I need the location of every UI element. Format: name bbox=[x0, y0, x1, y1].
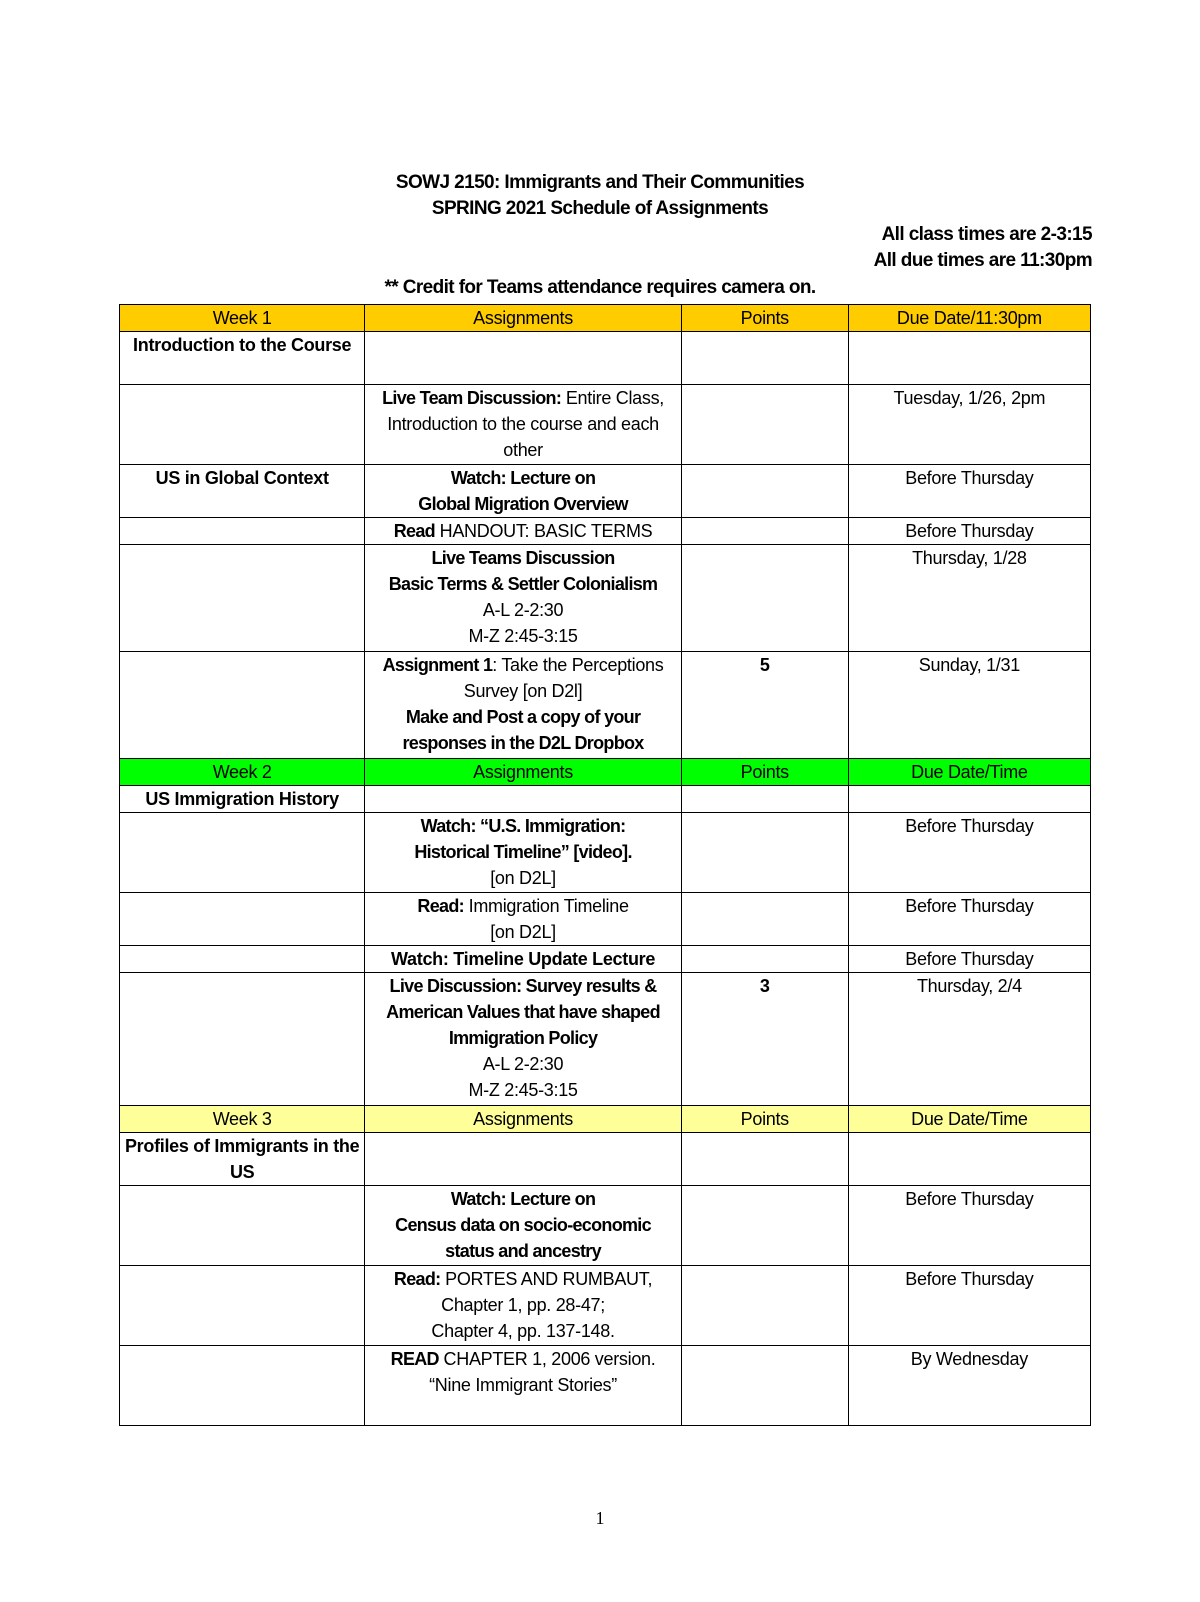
empty-cell bbox=[120, 893, 365, 946]
empty-cell bbox=[120, 385, 365, 465]
table-row bbox=[120, 946, 1091, 973]
empty-cell bbox=[120, 946, 365, 973]
assignments-header: Assignments bbox=[365, 759, 682, 786]
week-label: Week 2 bbox=[120, 759, 365, 786]
assignment-cell bbox=[365, 518, 682, 545]
points-header: Points bbox=[681, 305, 848, 332]
assignment-text: Basic Terms & Settler Colonialism bbox=[388, 574, 658, 594]
points-cell: 5 bbox=[681, 652, 848, 759]
empty-cell bbox=[120, 973, 365, 1106]
camera-note: ** Credit for Teams attendance requires camera on. bbox=[384, 277, 816, 298]
week-header-row bbox=[120, 305, 1091, 332]
course-title: SOWJ 2150: Immigrants and Their Communities bbox=[395, 172, 805, 193]
empty-cell bbox=[365, 786, 682, 813]
document-title-block bbox=[0, 170, 1200, 222]
due-times-note: All due times are 11:30pm bbox=[873, 250, 1092, 271]
assignment-text: [on D2L] bbox=[490, 868, 556, 888]
assignment-cell: Watch: Timeline Update Lecture bbox=[365, 946, 682, 973]
group-a-time: A-L 2-2:30 bbox=[482, 1054, 564, 1074]
due-cell: By Wednesday bbox=[848, 1346, 1090, 1426]
empty-cell bbox=[120, 1346, 365, 1426]
schedule-table bbox=[119, 304, 1091, 1426]
assignment-location: [on D2L] bbox=[490, 922, 556, 942]
assignment-lead: Watch bbox=[450, 1189, 501, 1209]
points-cell bbox=[681, 385, 848, 465]
assignment-lead: READ bbox=[390, 1349, 439, 1369]
class-times-note: All class times are 2-3:15 bbox=[881, 224, 1092, 245]
empty-cell bbox=[120, 545, 365, 652]
table-row bbox=[120, 385, 1091, 465]
assignment-lead: Read bbox=[393, 521, 435, 541]
assignment-text: : Take the Perceptions Survey [on D2l] bbox=[463, 655, 664, 701]
topic-label: Profiles of Immigrants in the US bbox=[120, 1133, 365, 1186]
empty-cell bbox=[120, 1266, 365, 1346]
empty-cell bbox=[365, 1133, 682, 1186]
due-cell: Before Thursday bbox=[848, 813, 1090, 893]
due-cell: Thursday, 2/4 bbox=[848, 973, 1090, 1106]
group-a-time: A-L 2-2:30 bbox=[482, 600, 564, 620]
time-notes bbox=[874, 222, 1092, 274]
assignment-lead: Read: bbox=[417, 896, 464, 916]
table-row bbox=[120, 545, 1091, 652]
topic-row bbox=[120, 786, 1091, 813]
points-header: Points bbox=[681, 759, 848, 786]
topic-label: US in Global Context bbox=[120, 465, 365, 518]
due-cell: Thursday, 1/28 bbox=[848, 545, 1090, 652]
assignment-lead: Live Discussion: Survey results & American Values that have shaped Immigration Policy bbox=[386, 976, 660, 1048]
due-header: Due Date/Time bbox=[848, 1106, 1090, 1133]
assignments-header: Assignments bbox=[365, 305, 682, 332]
empty-cell bbox=[120, 518, 365, 545]
assignment-lead: Live Team Discussion: bbox=[382, 388, 562, 408]
assignment-cell bbox=[365, 1346, 682, 1426]
assignment-cell bbox=[365, 545, 682, 652]
points-cell bbox=[681, 893, 848, 946]
points-cell bbox=[681, 545, 848, 652]
assignment-cell bbox=[365, 652, 682, 759]
week-label: Week 3 bbox=[120, 1106, 365, 1133]
topic-label: Introduction to the Course bbox=[120, 332, 365, 385]
assignment-cell bbox=[365, 893, 682, 946]
assignment-lead: Assignment 1 bbox=[382, 655, 493, 675]
assignment-cell bbox=[365, 1186, 682, 1266]
points-cell bbox=[681, 946, 848, 973]
assignments-header: Assignments bbox=[365, 1106, 682, 1133]
empty-cell bbox=[120, 652, 365, 759]
table-row bbox=[120, 1266, 1091, 1346]
table-row bbox=[120, 518, 1091, 545]
assignment-text-2: Chapter 4, pp. 137-148. bbox=[431, 1321, 615, 1341]
assignment-cell bbox=[365, 813, 682, 893]
empty-cell bbox=[681, 332, 848, 385]
table-row bbox=[120, 893, 1091, 946]
table-row bbox=[120, 652, 1091, 759]
assignment-cell bbox=[365, 1266, 682, 1346]
assignment-lead: Live Teams Discussion bbox=[431, 548, 615, 568]
points-cell bbox=[681, 465, 848, 518]
due-cell: Before Thursday bbox=[848, 946, 1090, 973]
due-cell: Before Thursday bbox=[848, 1186, 1090, 1266]
assignment-instruction: Make and Post a copy of your responses in the D2L Dropbox bbox=[402, 707, 644, 753]
empty-cell bbox=[681, 786, 848, 813]
assignment-text: HANDOUT: BASIC TERMS bbox=[434, 521, 653, 541]
empty-cell bbox=[120, 1186, 365, 1266]
assignment-text: : Lecture on bbox=[500, 1189, 596, 1209]
topic-row bbox=[120, 1133, 1091, 1186]
schedule-subtitle: SPRING 2021 Schedule of Assignments bbox=[431, 198, 769, 219]
assignment-text: PORTES AND RUMBAUT, Chapter 1, pp. 28-47; bbox=[440, 1269, 653, 1315]
due-cell: Before Thursday bbox=[848, 465, 1090, 518]
table-row bbox=[120, 465, 1091, 518]
due-cell: Sunday, 1/31 bbox=[848, 652, 1090, 759]
assignment-text: Global Migration Overview bbox=[418, 494, 628, 514]
empty-cell bbox=[681, 1133, 848, 1186]
assignment-text: CHAPTER 1, 2006 version. “Nine Immigrant Stories” bbox=[429, 1349, 656, 1395]
assignment-text: Immigration Timeline bbox=[463, 896, 629, 916]
due-header: Due Date/11:30pm bbox=[848, 305, 1090, 332]
due-cell: Before Thursday bbox=[848, 518, 1090, 545]
points-cell bbox=[681, 1346, 848, 1426]
empty-cell bbox=[848, 1133, 1090, 1186]
due-cell: Tuesday, 1/26, 2pm bbox=[848, 385, 1090, 465]
points-cell bbox=[681, 1266, 848, 1346]
points-cell: 3 bbox=[681, 973, 848, 1106]
table-row bbox=[120, 1346, 1091, 1426]
due-cell: Before Thursday bbox=[848, 1266, 1090, 1346]
due-cell: Before Thursday bbox=[848, 893, 1090, 946]
topic-label: US Immigration History bbox=[120, 786, 365, 813]
week-header-row bbox=[120, 759, 1091, 786]
points-cell bbox=[681, 1186, 848, 1266]
empty-cell bbox=[365, 332, 682, 385]
week-header-row bbox=[120, 1106, 1091, 1133]
assignment-lead: Watch: Lecture on bbox=[450, 468, 596, 488]
page-number: 1 bbox=[595, 1508, 605, 1528]
points-cell bbox=[681, 518, 848, 545]
assignment-lead: Read: bbox=[393, 1269, 441, 1289]
assignment-cell bbox=[365, 465, 682, 518]
assignment-lead: Watch: “U.S. Immigration: Historical Timeline” [video]. bbox=[414, 816, 632, 862]
empty-cell bbox=[848, 786, 1090, 813]
week-label: Week 1 bbox=[120, 305, 365, 332]
group-b-time: M-Z 2:45-3:15 bbox=[468, 1080, 578, 1100]
assignment-cell bbox=[365, 385, 682, 465]
due-header: Due Date/Time bbox=[848, 759, 1090, 786]
empty-cell bbox=[120, 813, 365, 893]
table-row bbox=[120, 813, 1091, 893]
assignment-topic: Census data on socio-economic status and ancestry bbox=[395, 1215, 651, 1261]
topic-row bbox=[120, 332, 1091, 385]
table-row bbox=[120, 1186, 1091, 1266]
points-cell bbox=[681, 813, 848, 893]
points-header: Points bbox=[681, 1106, 848, 1133]
empty-cell bbox=[848, 332, 1090, 385]
table-row bbox=[120, 973, 1091, 1106]
group-b-time: M-Z 2:45-3:15 bbox=[468, 626, 578, 646]
assignment-cell bbox=[365, 973, 682, 1106]
assignment-text: Entire Class, Introduction to the course and each other bbox=[387, 388, 664, 460]
